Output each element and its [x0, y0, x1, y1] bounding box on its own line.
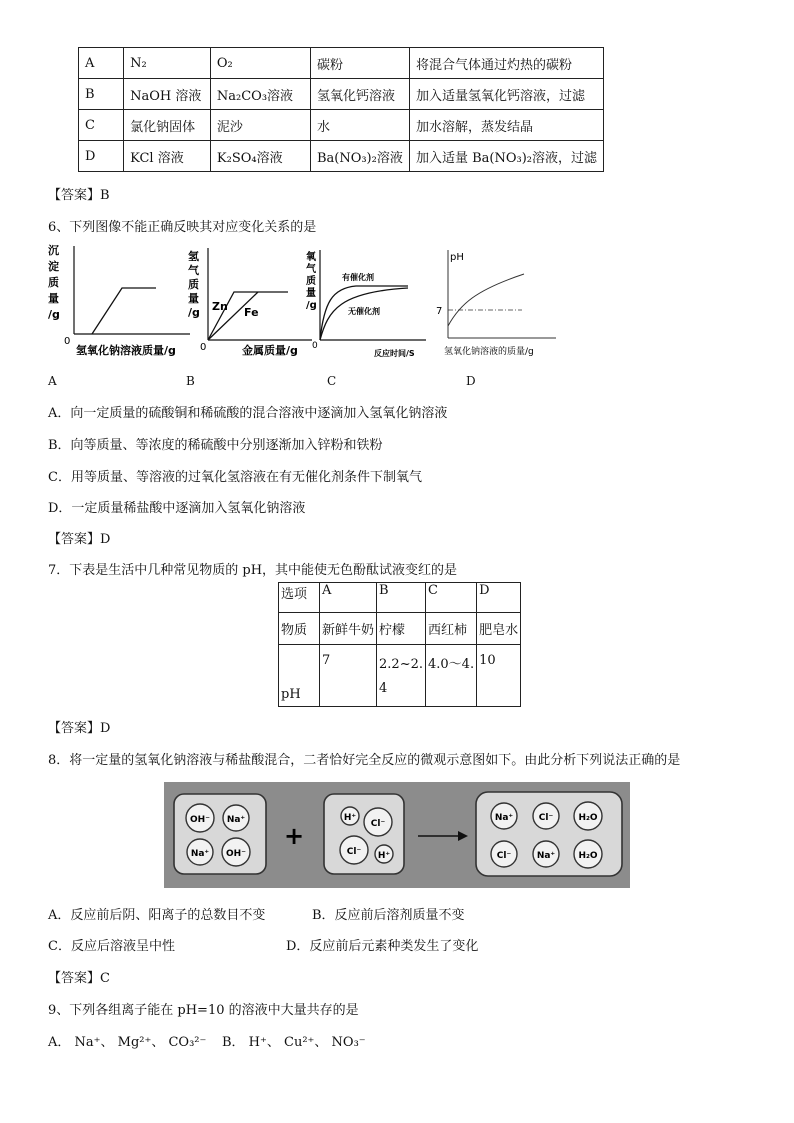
table-cell	[377, 645, 426, 707]
reaction-diagram	[164, 782, 630, 888]
table-row	[79, 110, 604, 141]
table-row	[79, 48, 604, 79]
q9-stem: 9、下列各组离子能在 pH=10 的溶液中大量共存的是	[48, 1003, 359, 1018]
graph-b-ylabel-3: 质	[188, 278, 199, 291]
graph-a-ylabel-5: /g	[48, 308, 60, 321]
graph-b-origin: 0	[200, 342, 207, 353]
q7-table	[278, 582, 521, 707]
q7-stem: 7．下表是生活中几种常见物质的 pH，其中能使无色酚酞试液变红的是	[48, 563, 458, 578]
graph-d-curve	[448, 274, 524, 326]
graph-label-d: D	[466, 374, 476, 388]
q6-option-d: D．一定质量稀盐酸中逐滴加入氢氧化钠溶液	[48, 501, 306, 516]
table-cell: NaOH 溶液	[124, 79, 211, 110]
graph-b-ylabel-1: 氢	[188, 250, 199, 263]
table-row	[279, 613, 521, 645]
table-cell: 西红柿	[426, 613, 477, 645]
table-row	[279, 645, 521, 707]
table-cell: 氢氧化钙溶液	[310, 79, 409, 110]
table-cell: Na₂CO₃溶液	[210, 79, 310, 110]
graph-a-ylabel-2: 淀	[48, 260, 59, 273]
table-cell: C	[79, 110, 124, 141]
table-cell: 7	[320, 645, 377, 707]
naoh-box	[174, 794, 266, 874]
table-cell: C	[426, 583, 477, 613]
q5-table	[78, 47, 604, 172]
q6-answer: 【答案】D	[48, 532, 111, 547]
ion-label: OH⁻	[190, 815, 210, 825]
q6-option-c: C．用等质量、等溶液的过氧化氢溶液在有无催化剂条件下制氧气	[48, 470, 422, 485]
graph-c-no-catalyst-label: 无催化剂	[348, 307, 380, 316]
table-cell: K₂SO₄溶液	[210, 141, 310, 172]
graph-c-xlabel: 反应时间/S	[374, 349, 415, 358]
table-cell: 加水溶解，蒸发结晶	[409, 110, 603, 141]
ion-label: Na⁺	[494, 813, 514, 823]
graph-a-curve	[92, 288, 156, 334]
q7-answer: 【答案】D	[48, 721, 111, 736]
table-cell: KCl 溶液	[124, 141, 211, 172]
table-cell: 碳粉	[310, 48, 409, 79]
graph-b-fe-label: Fe	[244, 306, 259, 319]
graph-c-ylabel-1: 氧	[306, 252, 316, 263]
graph-a-origin: 0	[64, 336, 71, 347]
table-cell: 加入适量氢氧化钙溶液，过滤	[409, 79, 603, 110]
ph-b-line2: 4	[379, 681, 388, 696]
table-cell: 肥皂水	[477, 613, 521, 645]
graph-c-ylabel-4: 量	[306, 288, 316, 299]
ion-label: Cl⁻	[370, 819, 386, 829]
ion-label: Cl⁻	[346, 847, 362, 857]
q8-answer: 【答案】C	[48, 971, 110, 986]
q6-stem: 6、下列图像不能正确反映其对应变化关系的是	[48, 220, 317, 235]
table-row	[79, 141, 604, 172]
table-cell: 柠檬	[377, 613, 426, 645]
q6-option-b: B．向等质量、等浓度的稀硫酸中分别逐渐加入锌粉和铁粉	[48, 438, 383, 453]
graph-label-c: C	[327, 374, 337, 388]
ion-label: Cl⁻	[538, 813, 554, 823]
table-cell: 加入适量 Ba(NO₃)₂溶液，过滤	[409, 141, 603, 172]
graph-d-tick: 7	[436, 306, 443, 317]
hcl-box	[324, 794, 404, 874]
table-cell: Ba(NO₃)₂溶液	[310, 141, 409, 172]
graph-d-xlabel: 氢氧化钠溶液的质量/g	[444, 347, 534, 357]
q9-option-b: B． H⁺、 Cu²⁺、 NO₃⁻	[222, 1035, 366, 1050]
graph-label-a: A	[48, 374, 57, 388]
graph-d-ylabel: pH	[450, 252, 464, 263]
table-row	[79, 79, 604, 110]
plus-sign: +	[284, 822, 305, 850]
graph-c-origin: 0	[312, 341, 318, 351]
graph-c-ylabel-2: 气	[306, 264, 316, 275]
graph-label-b: B	[186, 374, 195, 388]
graph-a-ylabel-4: 量	[48, 292, 59, 305]
graph-c-catalyst-label: 有催化剂	[342, 273, 374, 282]
table-cell: 将混合气体通过灼热的碳粉	[409, 48, 603, 79]
ion-label: H⁺	[377, 851, 391, 861]
table-cell: A	[79, 48, 124, 79]
graph-a-ylabel-1: 沉	[48, 244, 59, 257]
ion-label: H₂O	[578, 851, 598, 861]
q8-option-d: D．反应前后元素种类发生了变化	[286, 939, 479, 954]
table-cell: A	[320, 583, 377, 613]
ion-label: Na⁺	[536, 851, 556, 861]
table-cell: 泥沙	[210, 110, 310, 141]
table-row	[279, 583, 521, 613]
graph-a	[44, 240, 194, 360]
q9-option-a: A． Na⁺、 Mg²⁺、 CO₃²⁻	[48, 1035, 207, 1050]
graph-c-ylabel-5: /g	[306, 300, 317, 311]
graph-a-xlabel: 氢氧化钠溶液质量/g	[76, 344, 176, 357]
table-cell: D	[477, 583, 521, 613]
table-cell: O₂	[210, 48, 310, 79]
graph-a-ylabel-3: 质	[48, 276, 59, 289]
table-cell: B	[79, 79, 124, 110]
table-cell: D	[79, 141, 124, 172]
graph-b-ylabel-4: 量	[188, 292, 199, 305]
ion-label: Cl⁻	[496, 851, 512, 861]
q8-option-b: B．反应前后溶剂质量不变	[312, 908, 465, 923]
q6-option-a: A．向一定质量的硫酸铜和稀硫酸的混合溶液中逐滴加入氢氧化钠溶液	[48, 406, 448, 421]
table-cell: N₂	[124, 48, 211, 79]
table-cell: 新鲜牛奶	[320, 613, 377, 645]
table-cell: 氯化钠固体	[124, 110, 211, 141]
graph-b	[184, 246, 314, 360]
table-cell: 选项	[279, 583, 320, 613]
ion-label: Na⁺	[190, 849, 210, 859]
ph-b-line1: 2.2~2.	[379, 657, 423, 672]
table-cell: 水	[310, 110, 409, 141]
table-cell: pH	[279, 645, 320, 707]
graph-d	[428, 246, 568, 362]
graph-b-ylabel-5: /g	[188, 306, 200, 319]
graph-b-zn-label: Zn	[212, 300, 228, 313]
table-cell: 物质	[279, 613, 320, 645]
q8-stem: 8．将一定量的氢氧化钠溶液与稀盐酸混合，二者恰好完全反应的微观示意图如下。由此分析下列说法正确的是	[48, 753, 681, 768]
graph-b-ylabel-2: 气	[188, 264, 199, 277]
q5-answer: 【答案】B	[48, 188, 110, 203]
ion-label: OH⁻	[226, 849, 246, 859]
table-cell: 4.0～4.	[426, 645, 477, 707]
q8-option-a: A．反应前后阴、阳离子的总数目不变	[48, 908, 266, 923]
ion-label: H₂O	[578, 813, 598, 823]
graph-b-xlabel: 金属质量/g	[242, 344, 298, 357]
graph-c-ylabel-3: 质	[306, 276, 316, 287]
q8-option-c: C．反应后溶液呈中性	[48, 939, 175, 954]
table-cell: B	[377, 583, 426, 613]
ion-label: Na⁺	[226, 815, 246, 825]
table-cell: 10	[477, 645, 521, 707]
ion-label: H⁺	[343, 813, 357, 823]
graph-c	[304, 248, 428, 360]
